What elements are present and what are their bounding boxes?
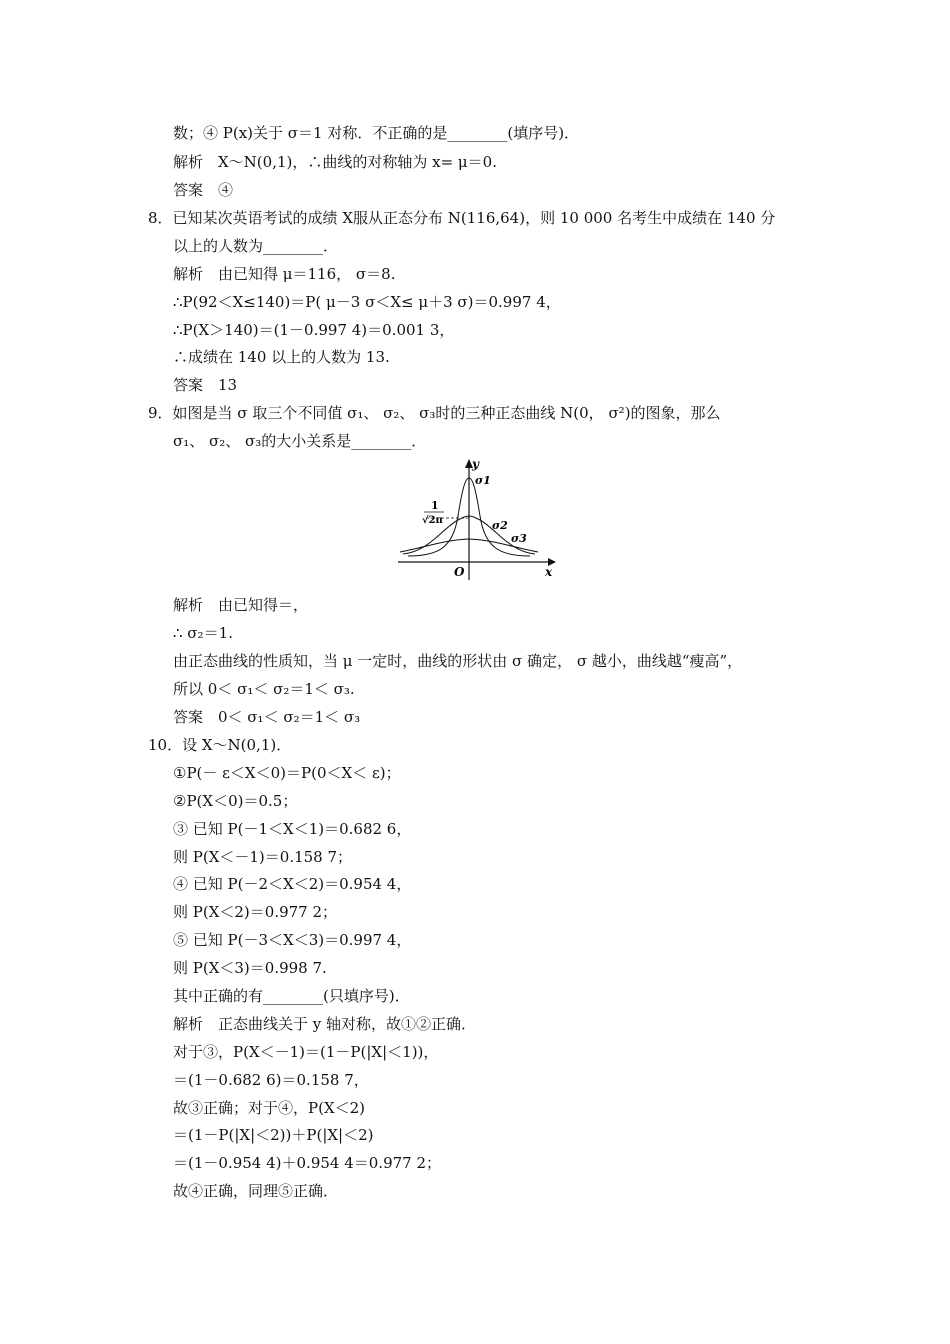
text-line: ∴P(X＞140)＝(1－0.997 4)＝0.001 3， bbox=[173, 321, 455, 339]
text-line: 故③正确；对于④，P(X＜2) bbox=[173, 1099, 366, 1117]
text-line: ①P(－ ε＜X＜0)＝P(0＜X＜ ε)； bbox=[173, 764, 401, 782]
text-line: ＝(1－P(|X|＜2))＋P(|X|＜2) bbox=[173, 1126, 374, 1144]
x-axis-label: x bbox=[545, 565, 553, 579]
curve-label-sigma3: σ3 bbox=[511, 532, 527, 545]
text-line: ⑤ 已知 P(－3＜X＜3)＝0.997 4， bbox=[173, 931, 412, 949]
text-line: 则 P(X＜3)＝0.998 7. bbox=[173, 959, 327, 977]
peak-denominator: √2π bbox=[422, 515, 443, 526]
question-8: 8．已知某次英语考试的成绩 X服从正态分布 N(116,64)，则 10 000 名考生中成绩在 140 分 bbox=[148, 209, 776, 227]
text-line: 答案 ④ bbox=[173, 181, 234, 199]
text-line: 解析 X～N(0,1)，∴曲线的对称轴为 x= μ＝0. bbox=[173, 153, 497, 171]
text-line: ∴成绩在 140 以上的人数为 13. bbox=[173, 348, 390, 366]
text-line: 解析 由已知得 μ＝116， σ＝8. bbox=[173, 265, 396, 283]
text-line: 以上的人数为________． bbox=[173, 237, 339, 255]
text-line: 故④正确，同理⑤正确． bbox=[173, 1182, 339, 1200]
text-line: ＝(1－0.682 6)＝0.158 7， bbox=[173, 1071, 369, 1089]
text-line: 解析 正态曲线关于 y 轴对称，故①②正确． bbox=[173, 1015, 477, 1033]
text-line: σ₁、 σ₂、 σ₃的大小关系是________． bbox=[173, 432, 427, 450]
text-line: ∴P(92＜X≤140)＝P( μ－3 σ＜X≤ μ＋3 σ)＝0.997 4， bbox=[173, 293, 561, 311]
text-line: 则 P(X＜2)＝0.977 2； bbox=[173, 903, 338, 921]
peak-numerator: 1 bbox=[431, 499, 439, 512]
normal-curves-svg bbox=[398, 456, 558, 580]
text-line: 答案 13 bbox=[173, 376, 238, 394]
origin-label: O bbox=[454, 565, 465, 579]
text-line: ③ 已知 P(－1＜X＜1)＝0.682 6， bbox=[173, 820, 412, 838]
text-line: 数；④ P(x)关于 σ＝1 对称．不正确的是________(填序号)． bbox=[173, 124, 580, 142]
text-line: 由正态曲线的性质知，当 μ 一定时，曲线的形状由 σ 确定， σ 越小，曲线越“瘦高”， bbox=[173, 652, 743, 670]
text-line: ④ 已知 P(－2＜X＜2)＝0.954 4， bbox=[173, 875, 412, 893]
text-line: 答案 0＜ σ₁＜ σ₂＝1＜ σ₃ bbox=[173, 708, 361, 726]
text-line: 解析 由已知得＝， bbox=[173, 596, 309, 614]
text-line: 其中正确的有________(只填序号)． bbox=[173, 987, 410, 1005]
text-line: ＝(1－0.954 4)＋0.954 4＝0.977 2； bbox=[173, 1154, 442, 1172]
normal-curves-figure bbox=[398, 456, 558, 580]
text-line: ∴ σ₂＝1. bbox=[173, 624, 233, 642]
text-line: 则 P(X＜－1)＝0.158 7； bbox=[173, 848, 353, 866]
text-line: 所以 0＜ σ₁＜ σ₂＝1＜ σ₃. bbox=[173, 680, 355, 698]
question-10: 10．设 X～N(0,1)． bbox=[148, 736, 292, 754]
curve-label-sigma1: σ1 bbox=[475, 474, 491, 487]
curve-label-sigma2: σ2 bbox=[492, 519, 508, 532]
text-line: ②P(X＜0)＝0.5； bbox=[173, 792, 298, 810]
y-axis-label: y bbox=[472, 457, 479, 471]
question-9: 9．如图是当 σ 取三个不同值 σ₁、 σ₂、 σ₃时的三种正态曲线 N(0， σ²)的图象，那么 bbox=[148, 404, 721, 422]
text-line: 对于③，P(X＜－1)＝(1－P(|X|＜1))， bbox=[173, 1043, 439, 1061]
